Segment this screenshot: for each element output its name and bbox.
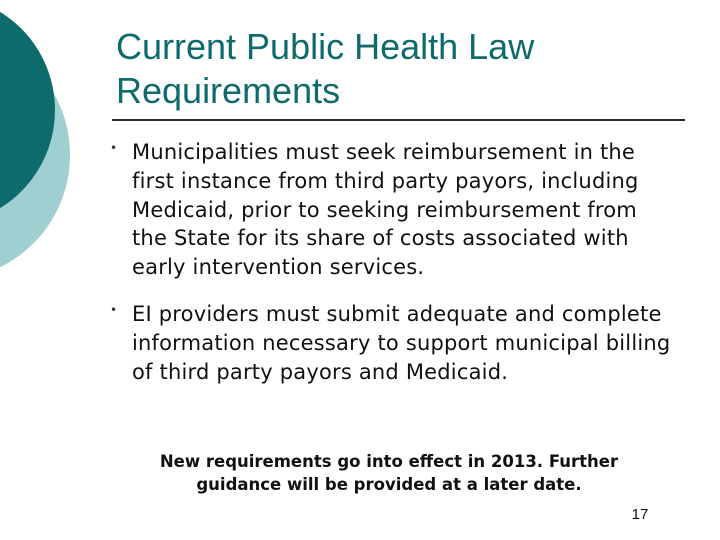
bullet-text: Municipalities must seek reimbursement in the first instance from third party payors, including Medicaid, prior to seeking reimbursement from the State for its share of costs associated with early intervention services. xyxy=(132,140,639,280)
bullet-item-1 xyxy=(108,138,678,282)
bullet-marker: • xyxy=(110,141,118,155)
slide-title: Current Public Health Law Requirements xyxy=(116,26,535,111)
decorative-circles xyxy=(0,0,110,300)
page-number: 17 xyxy=(631,506,649,523)
bullet-text: EI providers must submit adequate and complete information necessary to support municipal billing of third party payors and Medicaid. xyxy=(132,301,671,384)
title-underline xyxy=(112,119,685,121)
effective-date-note: New requirements go into effect in 2013. Further guidance will be provided at a later date. xyxy=(159,452,619,494)
bullet-list xyxy=(108,138,678,404)
bullet-marker: • xyxy=(110,302,118,317)
bullet-item-2 xyxy=(108,300,678,386)
